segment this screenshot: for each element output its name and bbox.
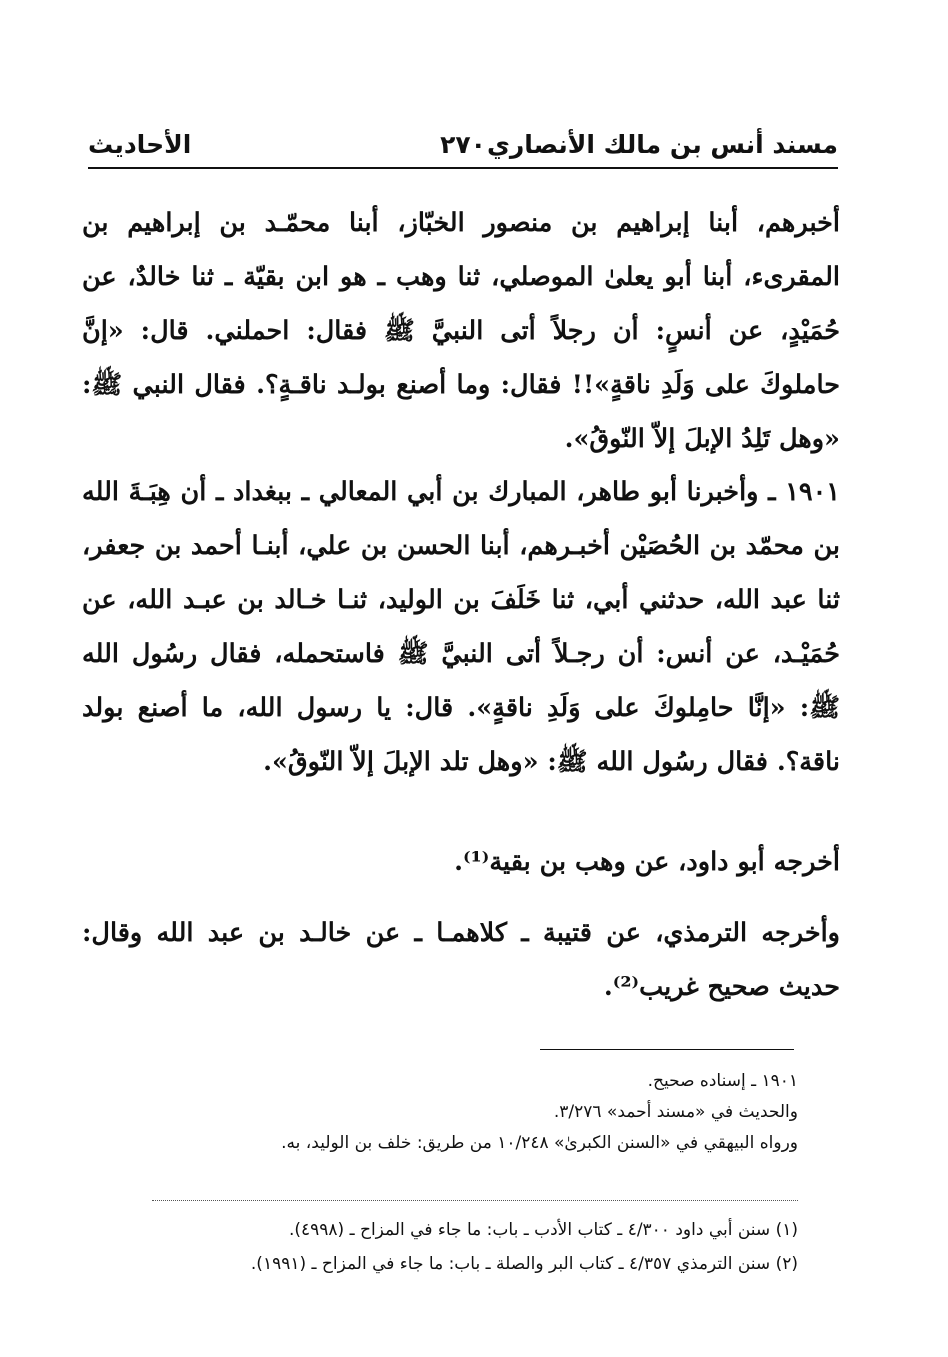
footnote-1: (١) سنن أبي داود ٤/٣٠٠ ـ كتاب الأدب ـ باب: ما جاء في المزاح ـ (٤٩٩٨). <box>288 1220 798 1240</box>
hadith-1901 <box>82 465 840 789</box>
editor-notes <box>110 1066 798 1159</box>
footnote-2: (٢) سنن الترمذي ٤/٣٥٧ ـ كتاب البر والصلة ـ باب: ما جاء في المزاح ـ (١٩٩١). <box>250 1254 798 1274</box>
hadith-text-continued <box>82 196 840 466</box>
paragraph: أخرجه أبو داود، عن وهب بن بقية⁽¹⁾. <box>454 847 840 877</box>
footnote-separator <box>152 1200 798 1201</box>
takhrij-abu-dawud <box>82 835 840 889</box>
page-header <box>88 125 838 165</box>
page-number: ٢٧٠ <box>440 130 486 159</box>
footnote-rule <box>540 1049 794 1050</box>
paragraph: أخبرهم، أبنا إبراهيم بن منصور الخبّاز، أبنا محمّـد بن إبراهيم بن المقرىء، أبنا أبو يعلىٰ الموصلي، ثنا وهب ـ هو ابن بقيّة ـ ثنا خالدٌ، عن حُمَيْدٍ، عن أنسٍ: أن رجلاً أتى النبيَّ ﷺ فقال: احملني. قال: «إنَّ حاملوكَ على وَلَدِ ناقةٍ»!! فقال: وما أصنع بولـد ناقـةٍ؟. فقال النبي ﷺ: «وهل تَلِدُ الإبلَ إلاّ النّوقُ». <box>82 208 840 454</box>
paragraph: وأخرجه الترمذي، عن قتيبة ـ كلاهمـا ـ عن خالـد بن عبد الله وقال: حديث صحيح غريب⁽²⁾. <box>82 918 840 1002</box>
header-rule <box>88 167 838 169</box>
running-title: مسند أنس بن مالك الأنصاري <box>487 130 838 159</box>
note-line: والحديث في «مسند أحمد» ٣/٢٧٦. <box>553 1102 798 1122</box>
note-line: ١٩٠١ ـ إسناده صحيح. <box>647 1071 798 1091</box>
section-title: الأحاديث <box>88 130 192 159</box>
footnotes <box>110 1213 798 1281</box>
paragraph: ١٩٠١ ـ وأخبرنا أبو طاهر، المبارك بن أبي المعالي ـ ببغداد ـ أن هِبَـةَ الله بن محمّد بن الحُصَيْن أخبـرهم، أبنا الحسن بن علي، أبنـا أحمد بن جعفر، ثنا عبد الله، حدثني أبي، ثنا خَلَفَ بن الوليد، ثنـا خـالد بن عبـد الله، عن حُمَيْـد، عن أنس: أن رجـلاً أتى النبيَّ ﷺ فاستحمله، فقال رسُول الله ﷺ: «إنَّا حامِلوكَ على وَلَدِ ناقةٍ». قال: يا رسول الله، ما أصنع بولد ناقة؟. فقال رسُول الله ﷺ: «وهل تلد الإبلَ إلاّ النّوقُ». <box>82 477 840 777</box>
note-line: ورواه البيهقي في «السنن الكبرىٰ» ١٠/٢٤٨ من طريق: خلف بن الوليد، به. <box>281 1133 798 1153</box>
takhrij-tirmidhi <box>82 906 840 1014</box>
